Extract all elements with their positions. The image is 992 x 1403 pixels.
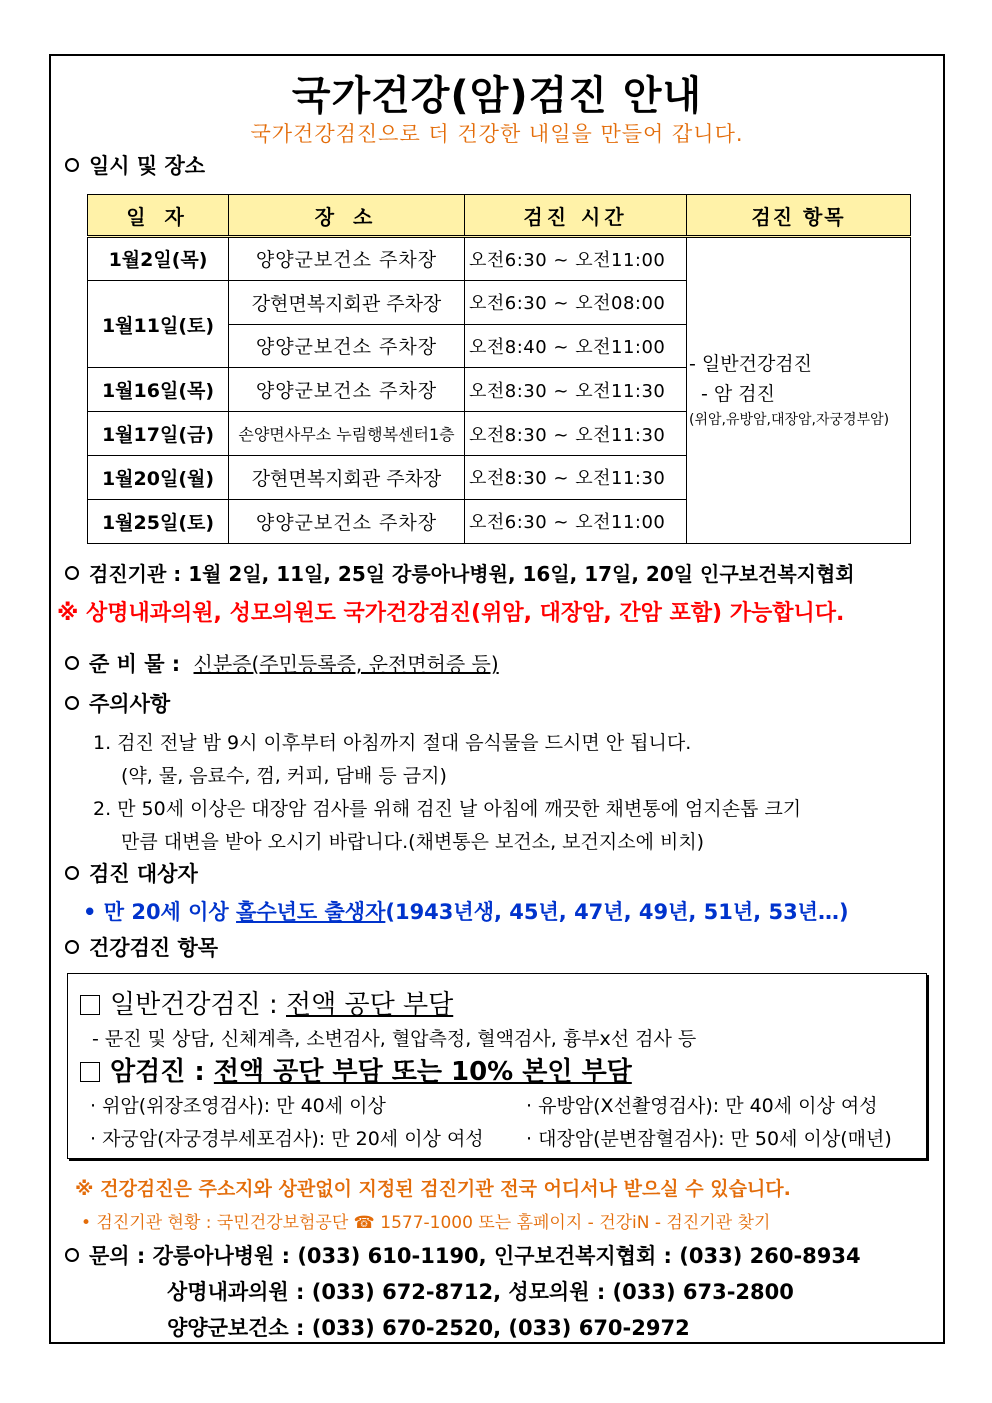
prep-label: 준 비 물 : (89, 652, 181, 676)
checkbox-icon (80, 995, 100, 1015)
header-time: 검진 시간 (465, 195, 687, 237)
institution-text: 검진기관 : 1월 2일, 11일, 25일 강릉아나병원, 16일, 17일, 20일 인구보건복지협회 (89, 562, 855, 586)
header-items: 검진 항목 (687, 195, 911, 237)
circle-bullet-icon (65, 940, 79, 954)
row-time: 오전8:40 ~ 오전11:00 (465, 324, 687, 368)
notice-anywhere: ※ 건강검진은 주소지와 상관없이 지정된 검진기관 전국 어디서나 받으실 수 있습니다. (75, 1178, 791, 1200)
exam-items-cell (687, 237, 911, 544)
row-time: 오전8:30 ~ 오전11:30 (465, 455, 687, 499)
circle-bullet-icon (65, 566, 79, 580)
cancer-item-stomach: · 위암(위장조영검사): 만 40세 이상 (90, 1095, 386, 1117)
caution-1: 1. 검진 전날 밤 9시 이후부터 아침까지 절대 음식물을 드시면 안 됩니다. (93, 732, 692, 754)
cancer-item-cervical: · 자궁암(자궁경부세포검사): 만 20세 이상 여성 (90, 1128, 484, 1150)
target-line (83, 896, 849, 926)
general-exam-cost: 전액 공단 부담 (286, 990, 454, 1020)
row-place: 양양군보건소 주차장 (229, 237, 465, 281)
row-time: 오전8:30 ~ 오전11:30 (465, 368, 687, 412)
schedule-heading (65, 150, 205, 180)
target-odd-years: 홀수년도 출생자 (236, 900, 386, 924)
contact-text-1: 문의 : 강릉아나병원 : (033) 610-1190, 인구보건복지협회 : (033) 260-8934 (89, 1244, 861, 1268)
caution-heading-text: 주의사항 (89, 692, 171, 716)
table-row (88, 237, 911, 281)
contact-line-3: 양양군보건소 : (033) 670-2520, (033) 670-2972 (167, 1316, 690, 1340)
general-exam-detail: - 문진 및 상담, 신체계측, 소변검사, 혈압측정, 혈액검사, 흉부x선 검사 등 (92, 1028, 697, 1050)
cancer-item-colon: · 대장암(분변잠혈검사): 만 50세 이상(매년) (526, 1128, 892, 1150)
row-date: 1월11일(토) (88, 280, 229, 368)
red-notice: ※ 상명내과의원, 성모의원도 국가건강검진(위암, 대장암, 간암 포함) 가능합니다. (57, 601, 845, 626)
cancer-exam-cost: 전액 공단 부담 또는 10% 본인 부담 (213, 1057, 632, 1087)
row-time: 오전6:30 ~ 오전11:00 (465, 237, 687, 281)
page-subtitle: 국가건강검진으로 더 건강한 내일을 만들어 갑니다. (250, 122, 744, 146)
circle-bullet-icon (65, 158, 79, 172)
cancer-exam-label: 암검진 : (110, 1057, 214, 1087)
institution-line (65, 558, 855, 587)
target-years: (1943년생, 45년, 47년, 49년, 51년, 53년…) (385, 900, 849, 924)
row-place: 양양군보건소 주차장 (229, 368, 465, 412)
row-date: 1월20일(월) (88, 455, 229, 499)
cancer-item-breast: · 유방암(X선촬영검사): 만 40세 이상 여성 (526, 1095, 878, 1117)
circle-bullet-icon (65, 1248, 79, 1262)
notice-frame (49, 54, 945, 1344)
row-place: 손양면사무소 누림행복센터1층 (229, 412, 465, 456)
target-pre: • 만 20세 이상 (83, 900, 237, 924)
row-place: 강현면복지회관 주차장 (229, 280, 465, 324)
caution-heading (65, 688, 170, 718)
contact-line-1 (65, 1240, 861, 1270)
schedule-heading-text: 일시 및 장소 (89, 154, 206, 178)
exam-item-cancer: - 암 검진 (701, 383, 775, 406)
circle-bullet-icon (65, 696, 79, 710)
header-date: 일 자 (88, 195, 229, 237)
circle-bullet-icon (65, 866, 79, 880)
caution-2: 2. 만 50세 이상은 대장암 검사를 위해 검진 날 아침에 깨끗한 채변통에 엄지손톱 크기 (93, 798, 802, 820)
target-heading (65, 858, 198, 888)
row-date: 1월17일(금) (88, 412, 229, 456)
caution-2-detail: 만큼 대변을 받아 오시기 바랍니다.(채변통은 보건소, 보건지소에 비치) (121, 831, 705, 853)
row-place: 양양군보건소 주차장 (229, 324, 465, 368)
row-place: 강현면복지회관 주차장 (229, 455, 465, 499)
notice-institution-status: • 검진기관 현황 : 국민건강보험공단 ☎ 1577-1000 또는 홈페이지 - 건강iN - 검진기관 찾기 (81, 1213, 771, 1233)
exam-item-cancer-types: (위암,유방암,대장암,자궁경부암) (689, 412, 890, 429)
row-time: 오전6:30 ~ 오전08:00 (465, 280, 687, 324)
caution-1-detail: (약, 물, 음료수, 껌, 커피, 담배 등 금지) (121, 765, 447, 787)
cancer-exam-line (80, 1051, 632, 1088)
row-time: 오전6:30 ~ 오전11:00 (465, 499, 687, 543)
prep-line (65, 648, 499, 678)
page-title: 국가건강(암)검진 안내 (291, 73, 703, 119)
schedule-table (87, 194, 911, 544)
general-exam-label: 일반건강검진 : (110, 990, 286, 1020)
checkbox-icon (80, 1062, 100, 1082)
header-place: 장 소 (229, 195, 465, 237)
exam-items-box (67, 973, 927, 1159)
exam-item-general: - 일반건강검진 (689, 352, 813, 375)
table-header-row (88, 195, 911, 237)
circle-bullet-icon (65, 656, 79, 670)
items-heading-text: 건강검진 항목 (89, 936, 219, 960)
row-place: 양양군보건소 주차장 (229, 499, 465, 543)
row-date: 1월25일(토) (88, 499, 229, 543)
row-date: 1월2일(목) (88, 237, 229, 281)
row-date: 1월16일(목) (88, 368, 229, 412)
contact-line-2: 상명내과의원 : (033) 672-8712, 성모의원 : (033) 673-2800 (167, 1280, 794, 1304)
prep-value: 신분증(주민등록증, 운전면허증 등) (193, 652, 499, 676)
target-heading-text: 검진 대상자 (89, 862, 198, 886)
row-time: 오전8:30 ~ 오전11:30 (465, 412, 687, 456)
items-heading (65, 932, 218, 962)
general-exam-line (80, 984, 453, 1021)
